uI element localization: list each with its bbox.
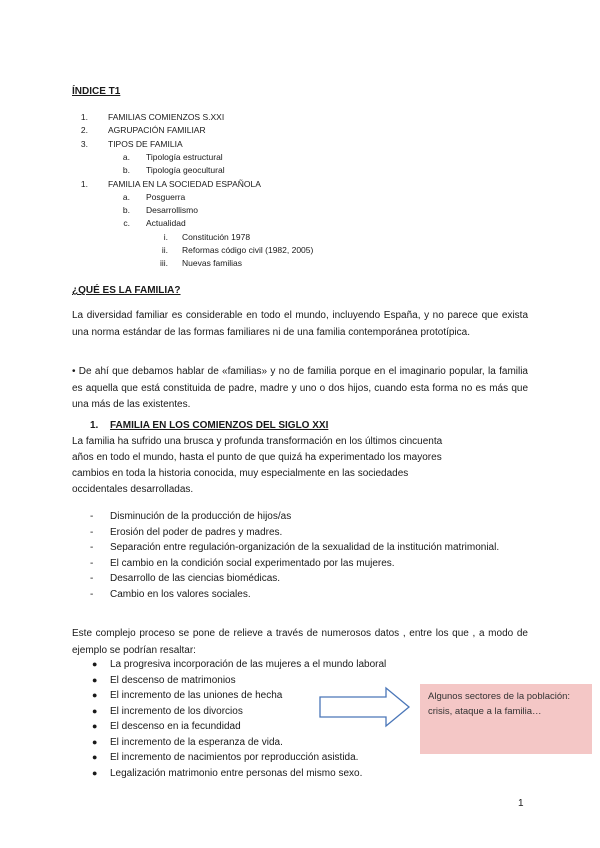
index-item-number: a. (122, 151, 130, 162)
index-item-number: iii. (159, 258, 168, 269)
list-item: ● El incremento de las uniones de hecha (92, 690, 283, 701)
index-item-number: b. (122, 165, 130, 176)
right-arrow-icon (318, 686, 412, 728)
list-item: ● El incremento de los divorcios (92, 705, 243, 717)
body-line: La familia ha sufrido una brusca y profunda transformación en los últimos cincuenta (72, 436, 443, 447)
body-line: años en todo el mundo, hasta el punto de que quizá ha experimentado los mayores (72, 452, 442, 463)
list-item-text: Disminución de la producción de hijos/as (110, 511, 292, 522)
index-item-text: Posguerra (146, 191, 186, 202)
section-1-number: 1. (90, 420, 99, 431)
index-item-text: FAMILIAS COMIENZOS S.XXI (108, 112, 225, 122)
list-item-text: Erosión del poder de padres y madres. (110, 526, 283, 538)
list-item-text: Legalización matrimonio entre personas del mismo sexo. (110, 767, 363, 779)
index-item-number: 1. (80, 178, 88, 189)
list-item: - El cambio en la condición social experimentado por las mujeres. (90, 557, 395, 569)
index-item-number: b. (122, 205, 130, 216)
familia-paragraph-2: • De ahí que debamos hablar de «familias» y no de familia porque en el imaginario popular, la familia es aquella que está constituida de padre, madre y uno o dos hijos, cuando esta forma no es más que una más de las existentes. (72, 366, 528, 410)
list-item: ● El incremento de nacimientos por reproducción asistida. (92, 752, 359, 763)
section-1-title: FAMILIA EN LOS COMIENZOS DEL SIGLO XXI (110, 420, 329, 431)
list-item-text: Cambio en los valores sociales. (110, 588, 251, 600)
body-line: cambios en toda la historia conocida, muy especialmente en las sociedades (72, 468, 409, 479)
index-title: ÍNDICE T1 (72, 86, 121, 97)
callout-box: Algunos sectores de la población: crisis, ataque a la familia… (420, 684, 592, 754)
index-item-number: ii. (161, 245, 168, 255)
list-item-text: El descenso en ia fecundidad (110, 721, 241, 732)
list-item: ● La progresiva incorporación de las mujeres a el mundo laboral (92, 659, 387, 670)
page-number: 1 (518, 798, 524, 809)
list-item: - Cambio en los valores sociales. (90, 588, 251, 600)
data-intro: Este complejo proceso se pone de relieve a través de numerosos datos , entre los que , a modo de ejemplo se podrían resaltar: (72, 628, 528, 656)
index-item-text: Desarrollismo (146, 205, 198, 216)
list-item-text: El incremento de las uniones de hecha (110, 690, 283, 701)
index-item-number: a. (122, 191, 130, 202)
index-item-text: AGRUPACIÓN FAMILIAR (108, 125, 206, 136)
index-item-number: i. (163, 231, 168, 242)
index-item-text: Tipología geocultural (146, 165, 225, 176)
index-item-text: FAMILIA EN LA SOCIEDAD ESPAÑOLA (108, 178, 261, 189)
list-item: ● Legalización matrimonio entre personas del mismo sexo. (92, 767, 363, 779)
index-item-number: 2. (80, 125, 88, 136)
index-item-number: c. (123, 218, 130, 229)
list-item: ● El descenso de matrimonios (92, 674, 236, 686)
body-line: occidentales desarrolladas. (72, 484, 194, 495)
list-item-text: El cambio en la condición social experimentado por las mujeres. (110, 557, 395, 569)
list-item-text: El incremento de los divorcios (110, 705, 243, 717)
index-item-text: Constitución 1978 (182, 231, 251, 242)
list-item: - Desarrollo de las ciencias biomédicas. (90, 573, 281, 585)
list-item-text: El incremento de la esperanza de vida. (110, 736, 283, 748)
list-item-text: El descenso de matrimonios (110, 674, 236, 686)
list-item-text: El incremento de nacimientos por reproducción asistida. (110, 752, 359, 763)
index-item-text: Actualidad (146, 218, 186, 229)
index-item-text: Nuevas familias (182, 258, 242, 269)
list-item: ● El incremento de la esperanza de vida. (92, 736, 283, 748)
familia-paragraph-1: La diversidad familiar es considerable en todo el mundo, incluyendo España, y no parece que exista una norma estándar de las formas familiares ni de una familia contemporánea prototípica. (72, 310, 528, 338)
index-item-number: 1. (80, 112, 88, 122)
index-item-number: 3. (80, 138, 88, 149)
list-item-text: Desarrollo de las ciencias biomédicas. (110, 573, 281, 585)
index-item-text: Tipología estructural (146, 151, 223, 162)
index-item-text: Reformas código civil (1982, 2005) (182, 245, 314, 255)
section-1-body (72, 434, 532, 498)
changes-list (90, 509, 526, 603)
list-item-text: Separación entre regulación-organización de la sexualidad de la institución matrimonial. (110, 542, 500, 554)
list-item: - Disminución de la producción de hijos/as (90, 511, 292, 522)
list-item: ● El descenso en ia fecundidad (92, 721, 241, 732)
familia-title: ¿QUÉ ES LA FAMILIA? (72, 285, 181, 296)
list-item-text: La progresiva incorporación de las mujeres a el mundo laboral (110, 659, 387, 670)
list-item: - Erosión del poder de padres y madres. (90, 526, 283, 538)
index-item-text: TIPOS DE FAMILIA (108, 138, 183, 149)
list-item: - Separación entre regulación-organización de la sexualidad de la institución matrimonial. (90, 542, 500, 554)
